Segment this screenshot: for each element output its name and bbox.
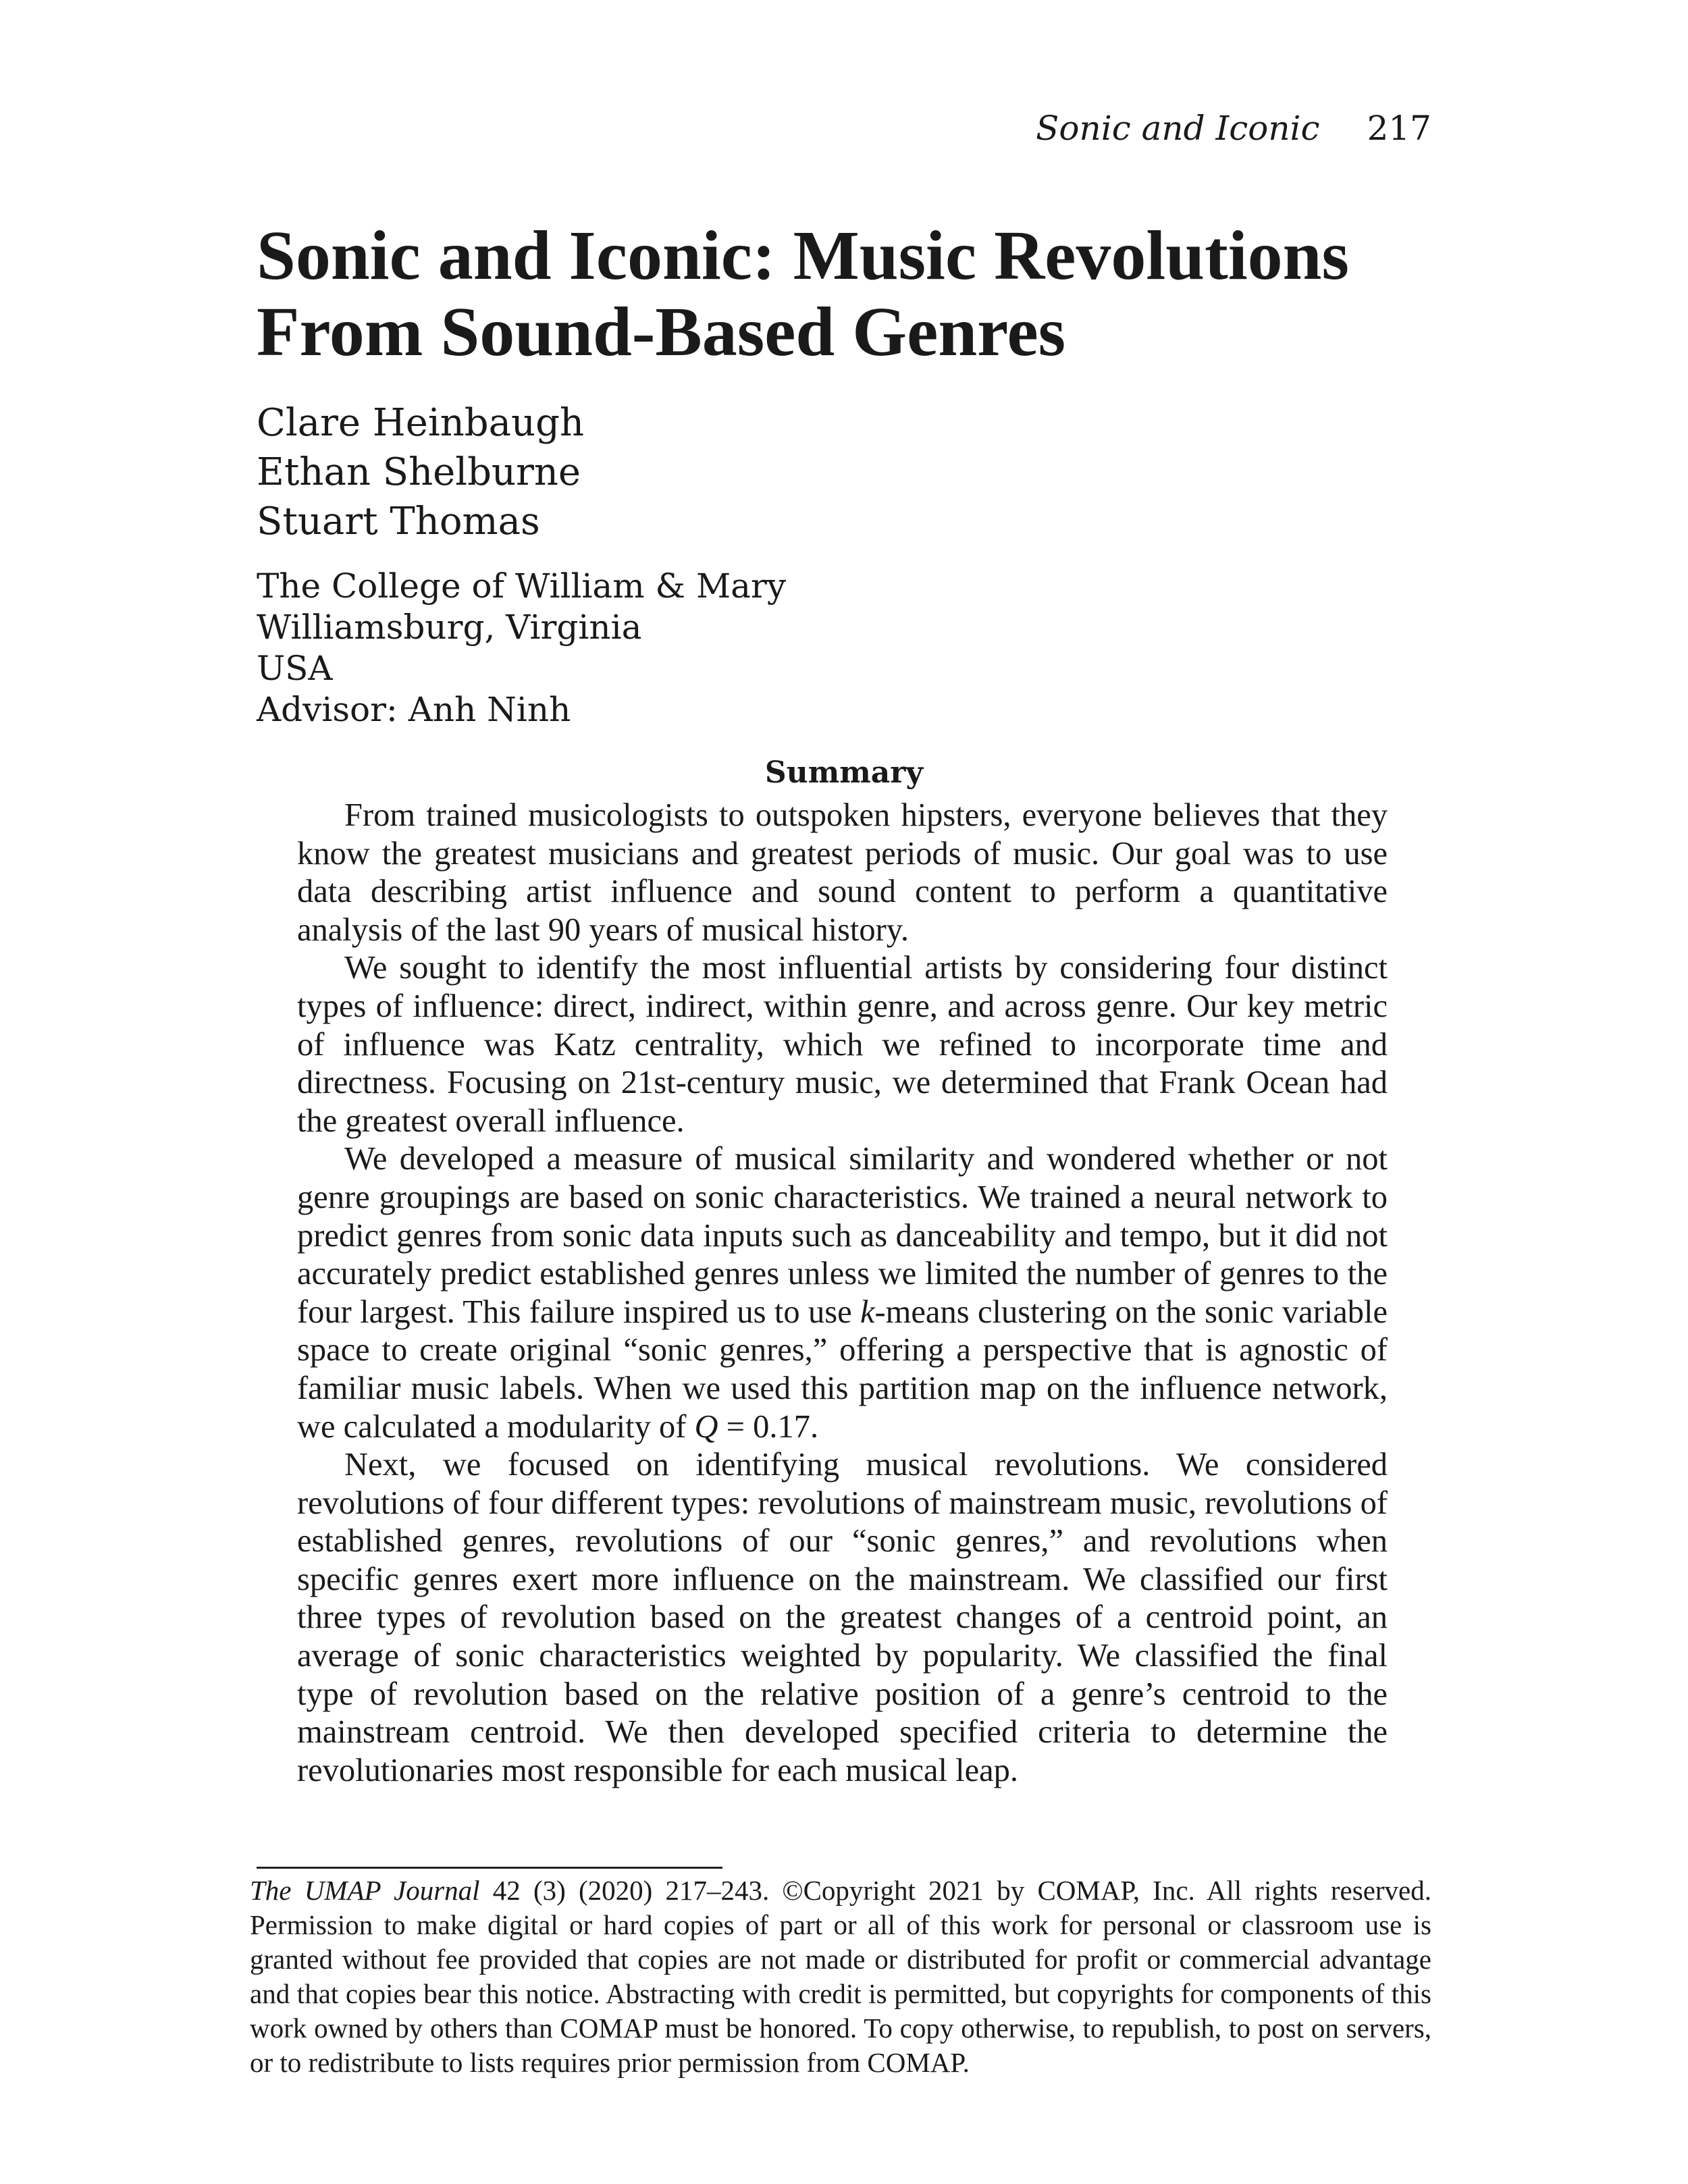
affiliation-block xyxy=(257,566,786,730)
summary-heading: Summary xyxy=(764,755,924,790)
running-head-title: Sonic and Iconic xyxy=(1036,109,1320,148)
footnote-text: 42 (3) (2020) 217–243. ©Copyright 2021 by COMAP, Inc. All rights reserved. Permission to make digital or hard copies of part or all of this work for personal or classroom use is granted without fee provided that copies are not made or distributed for profit or commercial advantage and that copies bear this notice. Abstracting with credit is permitted, but copyrights for components of this work owned by others than COMAP must be honored. To copy otherwise, to republish, to post on servers, or to redistribute to lists requires prior permission from COMAP. xyxy=(250,1875,1431,2078)
affiliation-country: USA xyxy=(257,649,333,688)
journal-name: The UMAP Journal xyxy=(250,1875,480,1906)
summary-paragraph: We sought to identify the most influential artists by considering four distinct types of influence: direct, indirect, within genre, and across genre. Our key metric of influence was Katz centrality, which we refined to incorporate time and directness. Focusing on 21st-century music, we determined that Frank Ocean had the greatest overall influence. xyxy=(297,950,1388,1139)
author-name: Clare Heinbaugh xyxy=(257,401,585,445)
summary-paragraph xyxy=(297,1140,1388,1446)
footnote-rule xyxy=(257,1867,722,1869)
affiliation-city: Williamsburg, Virginia xyxy=(257,608,642,647)
summary-paragraph: Next, we focused on identifying musical revolutions. We considered revolutions of four different types: revolutions of mainstream music, revolutions of established genres, revolutions of our “sonic genres,” and revolutions when specific genres exert more influence on the mainstream. We classified our first three types of revolution based on the greatest changes of a centroid point, an average of sonic characteristics weighted by popularity. We classified the final type of revolution based on the relative position of a genre’s centroid to the mainstream centroid. We then developed specified criteria to determine the revolutionaries most responsible for each musical leap. xyxy=(297,1447,1388,1788)
summary-body xyxy=(297,797,1388,1790)
page-number: 217 xyxy=(1367,109,1431,148)
affiliation-institution: The College of William & Mary xyxy=(257,566,787,606)
summary-text: -means clustering on the sonic variable space to create original “sonic genres,” offering a perspective that is agnostic of familiar music labels. When we used this partition map on the influence network, we calculated a modularity of xyxy=(297,1294,1388,1445)
math-k: k xyxy=(860,1294,875,1330)
affiliation-advisor: Advisor: Anh Ninh xyxy=(257,690,571,729)
summary-paragraph: From trained musicologists to outspoken hipsters, everyone believes that they know the greatest musicians and greatest periods of music. Our goal was to use data describing artist influence and sound content to perform a quantitative analysis of the last 90 years of musical history. xyxy=(297,797,1388,948)
summary-text: We developed a measure of musical similarity and wondered whether or not genre groupings are based on sonic characteristics. We trained a neural network to predict genres from sonic data inputs such as danceability and tempo, but it did not accurately predict established genres unless we limited the number of genres to the four largest. This failure inspired us to use xyxy=(297,1141,1388,1330)
summary-text: = 0.17. xyxy=(718,1408,819,1445)
author-list xyxy=(257,398,584,546)
running-head xyxy=(1036,108,1431,149)
math-q: Q xyxy=(694,1408,718,1445)
author-name: Ethan Shelburne xyxy=(257,450,581,494)
paper-title: Sonic and Iconic: Music Revolutions From Sound-Based Genres xyxy=(257,217,1349,371)
copyright-footnote xyxy=(250,1873,1431,2080)
author-name: Stuart Thomas xyxy=(257,500,540,543)
